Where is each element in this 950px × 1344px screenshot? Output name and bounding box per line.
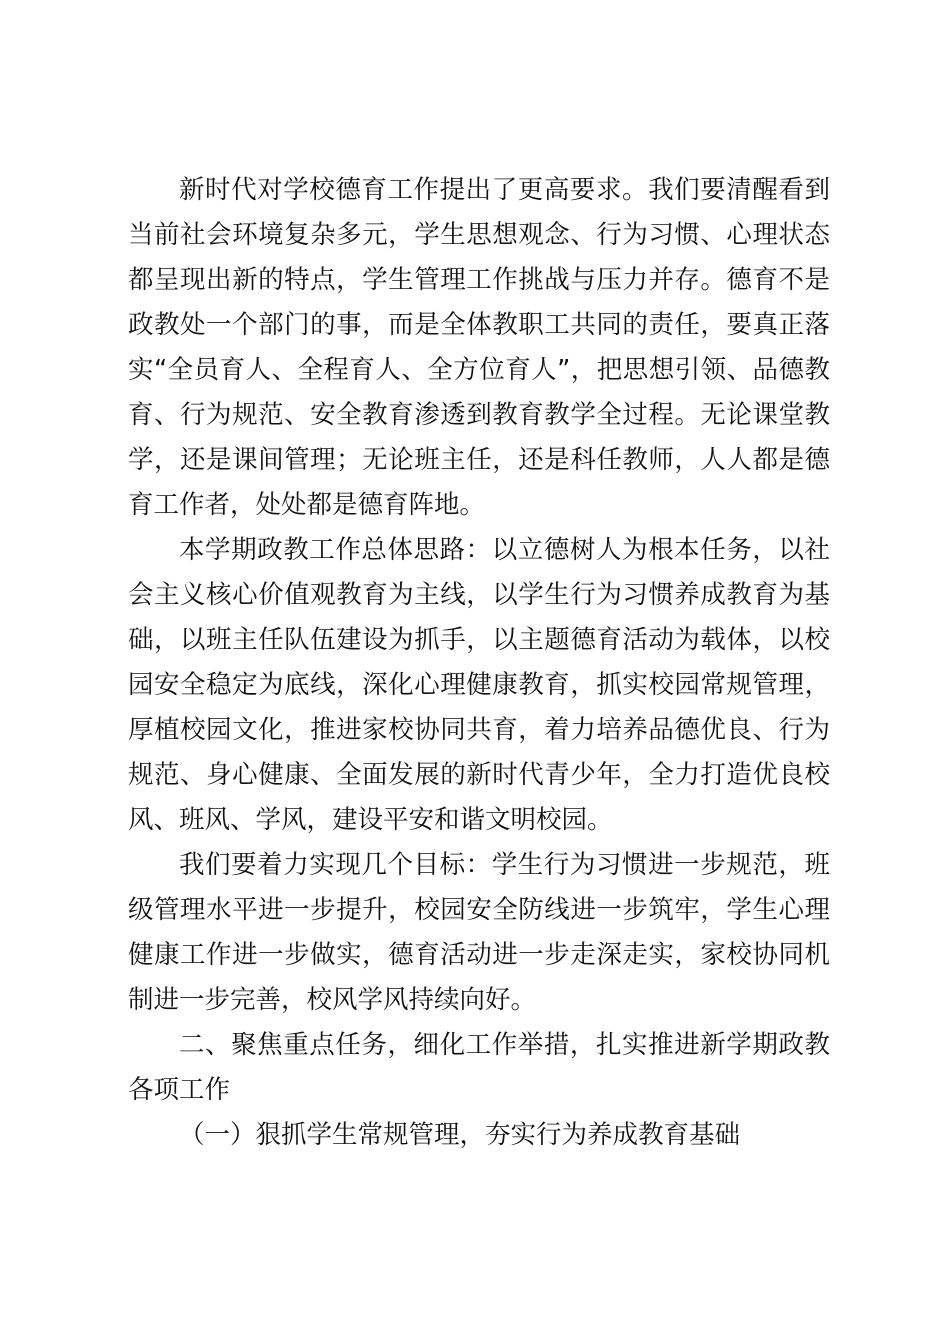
paragraph-goals: 我们要着力实现几个目标：学生行为习惯进一步规范，班级管理水平进一步提升，校园安全防线进一步筑牢，学生心理健康工作进一步做实，德育活动进一步走深走实，家校协同机制进一步完善，校风学风持续向好。	[128, 850, 830, 1015]
section-heading: 二、聚焦重点任务，细化工作举措，扎实推进新学期政教各项工作	[128, 1030, 830, 1105]
paragraph-new-era-requirements: 新时代对学校德育工作提出了更高要求。我们要清醒看到当前社会环境复杂多元，学生思想观念、行为习惯、心理状态都呈现出新的特点，学生管理工作挑战与压力并存。德育不是政教处一个部门的事，而是全体教职工共同的责任，要真正落实“全员育人、全程育人、全方位育人”，把思想引领、品德教育、行为规范、安全教育渗透到教育教学全过程。无论课堂教学，还是课间管理；无论班主任，还是科任教师，人人都是德育工作者，处处都是德育阵地。	[128, 175, 830, 520]
subsection-heading: （一）狠抓学生常规管理，夯实行为养成教育基础	[179, 1120, 741, 1150]
document-body	[128, 168, 830, 1158]
paragraph-overall-approach: 本学期政教工作总体思路：以立德树人为根本任务，以社会主义核心价值观教育为主线，以学生行为习惯养成教育为基础，以班主任队伍建设为抓手，以主题德育活动为载体，以校园安全稳定为底线，深化心理健康教育，抓实校园常规管理，厚植校园文化，推进家校协同共育，着力培养品德优良、行为规范、身心健康、全面发展的新时代青少年，全力打造优良校风、班风、学风，建设平安和谐文明校园。	[128, 535, 830, 835]
